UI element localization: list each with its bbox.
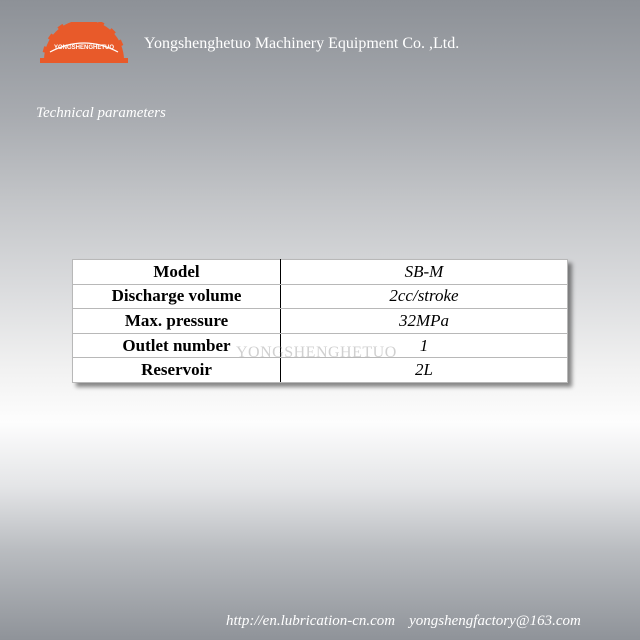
row-value: 2cc/stroke — [281, 284, 568, 309]
row-label: Outlet number — [73, 333, 281, 358]
spec-table — [72, 259, 568, 383]
gear-logo-icon — [36, 22, 132, 64]
company-name: Yongshenghetuo Machinery Equipment Co. ,Ltd. — [144, 35, 460, 52]
watermark: YONGSHENGHETUO — [236, 344, 397, 361]
table-row — [73, 309, 568, 334]
row-value: 2L — [281, 358, 568, 383]
email-link[interactable]: yongshengfactory@163.com — [409, 613, 581, 629]
row-label: Discharge volume — [73, 284, 281, 309]
row-value: 1 — [281, 333, 568, 358]
row-value: SB-M — [281, 260, 568, 285]
row-label: Model — [73, 260, 281, 285]
table-row — [73, 284, 568, 309]
logo-text: YONGSHENGHETUO — [53, 45, 115, 51]
website-link[interactable]: http://en.lubrication-cn.com — [226, 613, 396, 629]
footer-contact — [226, 613, 581, 630]
row-label: Reservoir — [73, 358, 281, 383]
row-label: Max. pressure — [73, 309, 281, 334]
table-row — [73, 260, 568, 285]
section-title: Technical parameters — [36, 105, 166, 121]
row-value: 32MPa — [281, 309, 568, 334]
